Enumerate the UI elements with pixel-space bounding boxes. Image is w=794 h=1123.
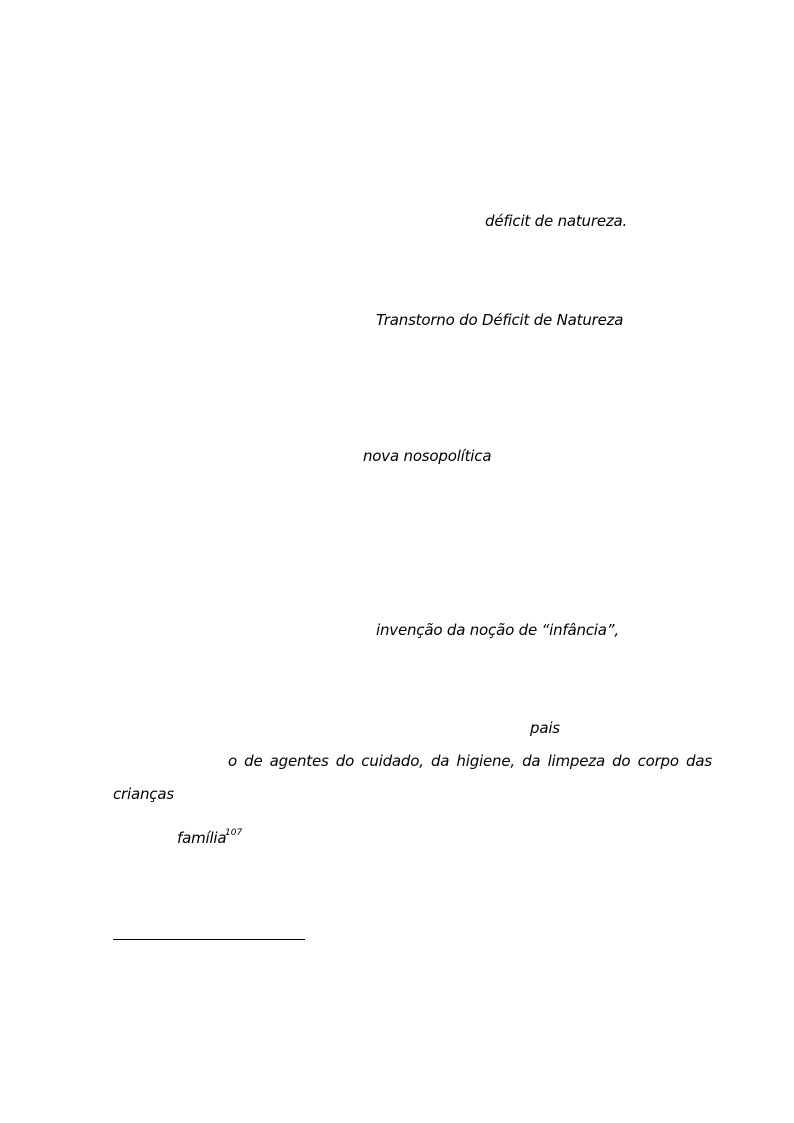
text-fragment-invencao-da-nocao-de-infancia: invenção da noção de “infância”, (376, 621, 619, 639)
text-fragment-criancas: crianças (113, 785, 174, 803)
footnote-separator-line (113, 939, 305, 940)
text-fragment-nova-nosopolitica: nova nosopolítica (363, 447, 492, 465)
text-fragment-pais: pais (530, 719, 560, 737)
text-fragment-agentes-do-cuidado: o de agentes do cuidado, da higiene, da limpeza do corpo das (228, 752, 712, 770)
text-fragment-deficit-de-natureza: déficit de natureza. (485, 212, 628, 230)
text-fragment-transtorno-do-deficit-de-natureza: Transtorno do Déficit de Natureza (376, 311, 624, 329)
text-fragment-familia: família (177, 829, 227, 847)
footnote-reference-number: 107 (225, 828, 243, 838)
